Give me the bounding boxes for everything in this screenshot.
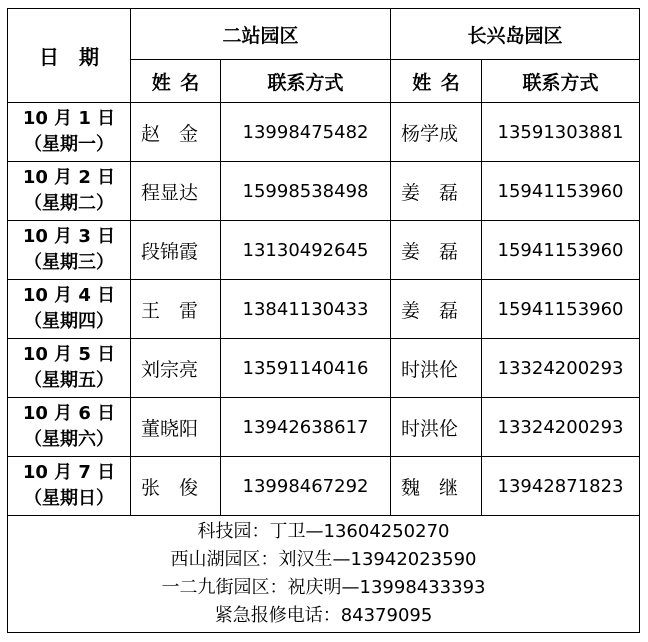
- date-cell: [8, 162, 131, 221]
- park-a-phone: 13841130433: [221, 280, 391, 339]
- footer-line-xishanhu: 西山湖园区：刘汉生—13942023590: [170, 549, 477, 570]
- park-a-phone: 13130492645: [221, 221, 391, 280]
- date-cell: [8, 339, 131, 398]
- footer-line-emergency: 紧急报修电话：84379095: [214, 605, 433, 626]
- footer-row: [8, 516, 640, 633]
- park-b-phone: 13591303881: [482, 103, 640, 162]
- park-b-contact-header: 联系方式: [482, 60, 640, 103]
- park-b-phone: 15941153960: [482, 280, 640, 339]
- footer-line-129: 一二九街园区：祝庆明—13998433393: [161, 577, 486, 598]
- weekday-text: （星期日）: [24, 488, 114, 509]
- weekday-text: （星期六）: [24, 429, 114, 450]
- table-row: [8, 221, 640, 280]
- weekday-text: （星期一）: [24, 134, 114, 155]
- park-a-name: 张 俊: [131, 457, 221, 516]
- park-a-header: 二站园区: [131, 9, 391, 60]
- park-a-phone: 15998538498: [221, 162, 391, 221]
- date-header: 日 期: [8, 9, 131, 103]
- park-b-name-header: 姓 名: [391, 60, 482, 103]
- park-a-name: 程显达: [131, 162, 221, 221]
- date-text: 10 月 7 日: [22, 462, 116, 483]
- park-b-name: 姜 磊: [391, 221, 482, 280]
- park-b-phone: 13942871823: [482, 457, 640, 516]
- date-text: 10 月 1 日: [22, 108, 116, 129]
- table-row: [8, 339, 640, 398]
- park-a-name: 董晓阳: [131, 398, 221, 457]
- date-cell: [8, 103, 131, 162]
- park-b-name: 姜 磊: [391, 280, 482, 339]
- park-a-phone: 13998467292: [221, 457, 391, 516]
- table-row: [8, 103, 640, 162]
- footer-contacts: [8, 516, 640, 633]
- table-row: [8, 398, 640, 457]
- footer-line-keji: 科技园：丁卫—13604250270: [197, 521, 450, 542]
- date-text: 10 月 3 日: [22, 226, 116, 247]
- date-text: 10 月 6 日: [22, 403, 116, 424]
- weekday-text: （星期二）: [24, 193, 114, 214]
- date-text: 10 月 4 日: [22, 285, 116, 306]
- date-cell: [8, 280, 131, 339]
- park-b-name: 时洪伦: [391, 398, 482, 457]
- park-a-name: 段锦霞: [131, 221, 221, 280]
- duty-schedule-table: [7, 8, 640, 633]
- park-b-name: 姜 磊: [391, 162, 482, 221]
- park-b-header: 长兴岛园区: [391, 9, 640, 60]
- park-a-name: 王 雷: [131, 280, 221, 339]
- date-text: 10 月 2 日: [22, 167, 116, 188]
- date-text: 10 月 5 日: [22, 344, 116, 365]
- park-b-phone: 15941153960: [482, 221, 640, 280]
- park-a-phone: 13998475482: [221, 103, 391, 162]
- table-row: [8, 280, 640, 339]
- park-b-phone: 13324200293: [482, 339, 640, 398]
- park-b-phone: 15941153960: [482, 162, 640, 221]
- weekday-text: （星期三）: [24, 252, 114, 273]
- park-b-name: 杨学成: [391, 103, 482, 162]
- table-row: [8, 162, 640, 221]
- weekday-text: （星期五）: [24, 370, 114, 391]
- park-b-name: 魏 继: [391, 457, 482, 516]
- park-a-phone: 13942638617: [221, 398, 391, 457]
- header-row-parks: [8, 9, 640, 60]
- park-a-contact-header: 联系方式: [221, 60, 391, 103]
- date-cell: [8, 398, 131, 457]
- park-a-name: 刘宗亮: [131, 339, 221, 398]
- date-cell: [8, 457, 131, 516]
- park-a-name: 赵 金: [131, 103, 221, 162]
- park-b-name: 时洪伦: [391, 339, 482, 398]
- park-a-phone: 13591140416: [221, 339, 391, 398]
- weekday-text: （星期四）: [24, 311, 114, 332]
- table-row: [8, 457, 640, 516]
- date-cell: [8, 221, 131, 280]
- park-a-name-header: 姓 名: [131, 60, 221, 103]
- park-b-phone: 13324200293: [482, 398, 640, 457]
